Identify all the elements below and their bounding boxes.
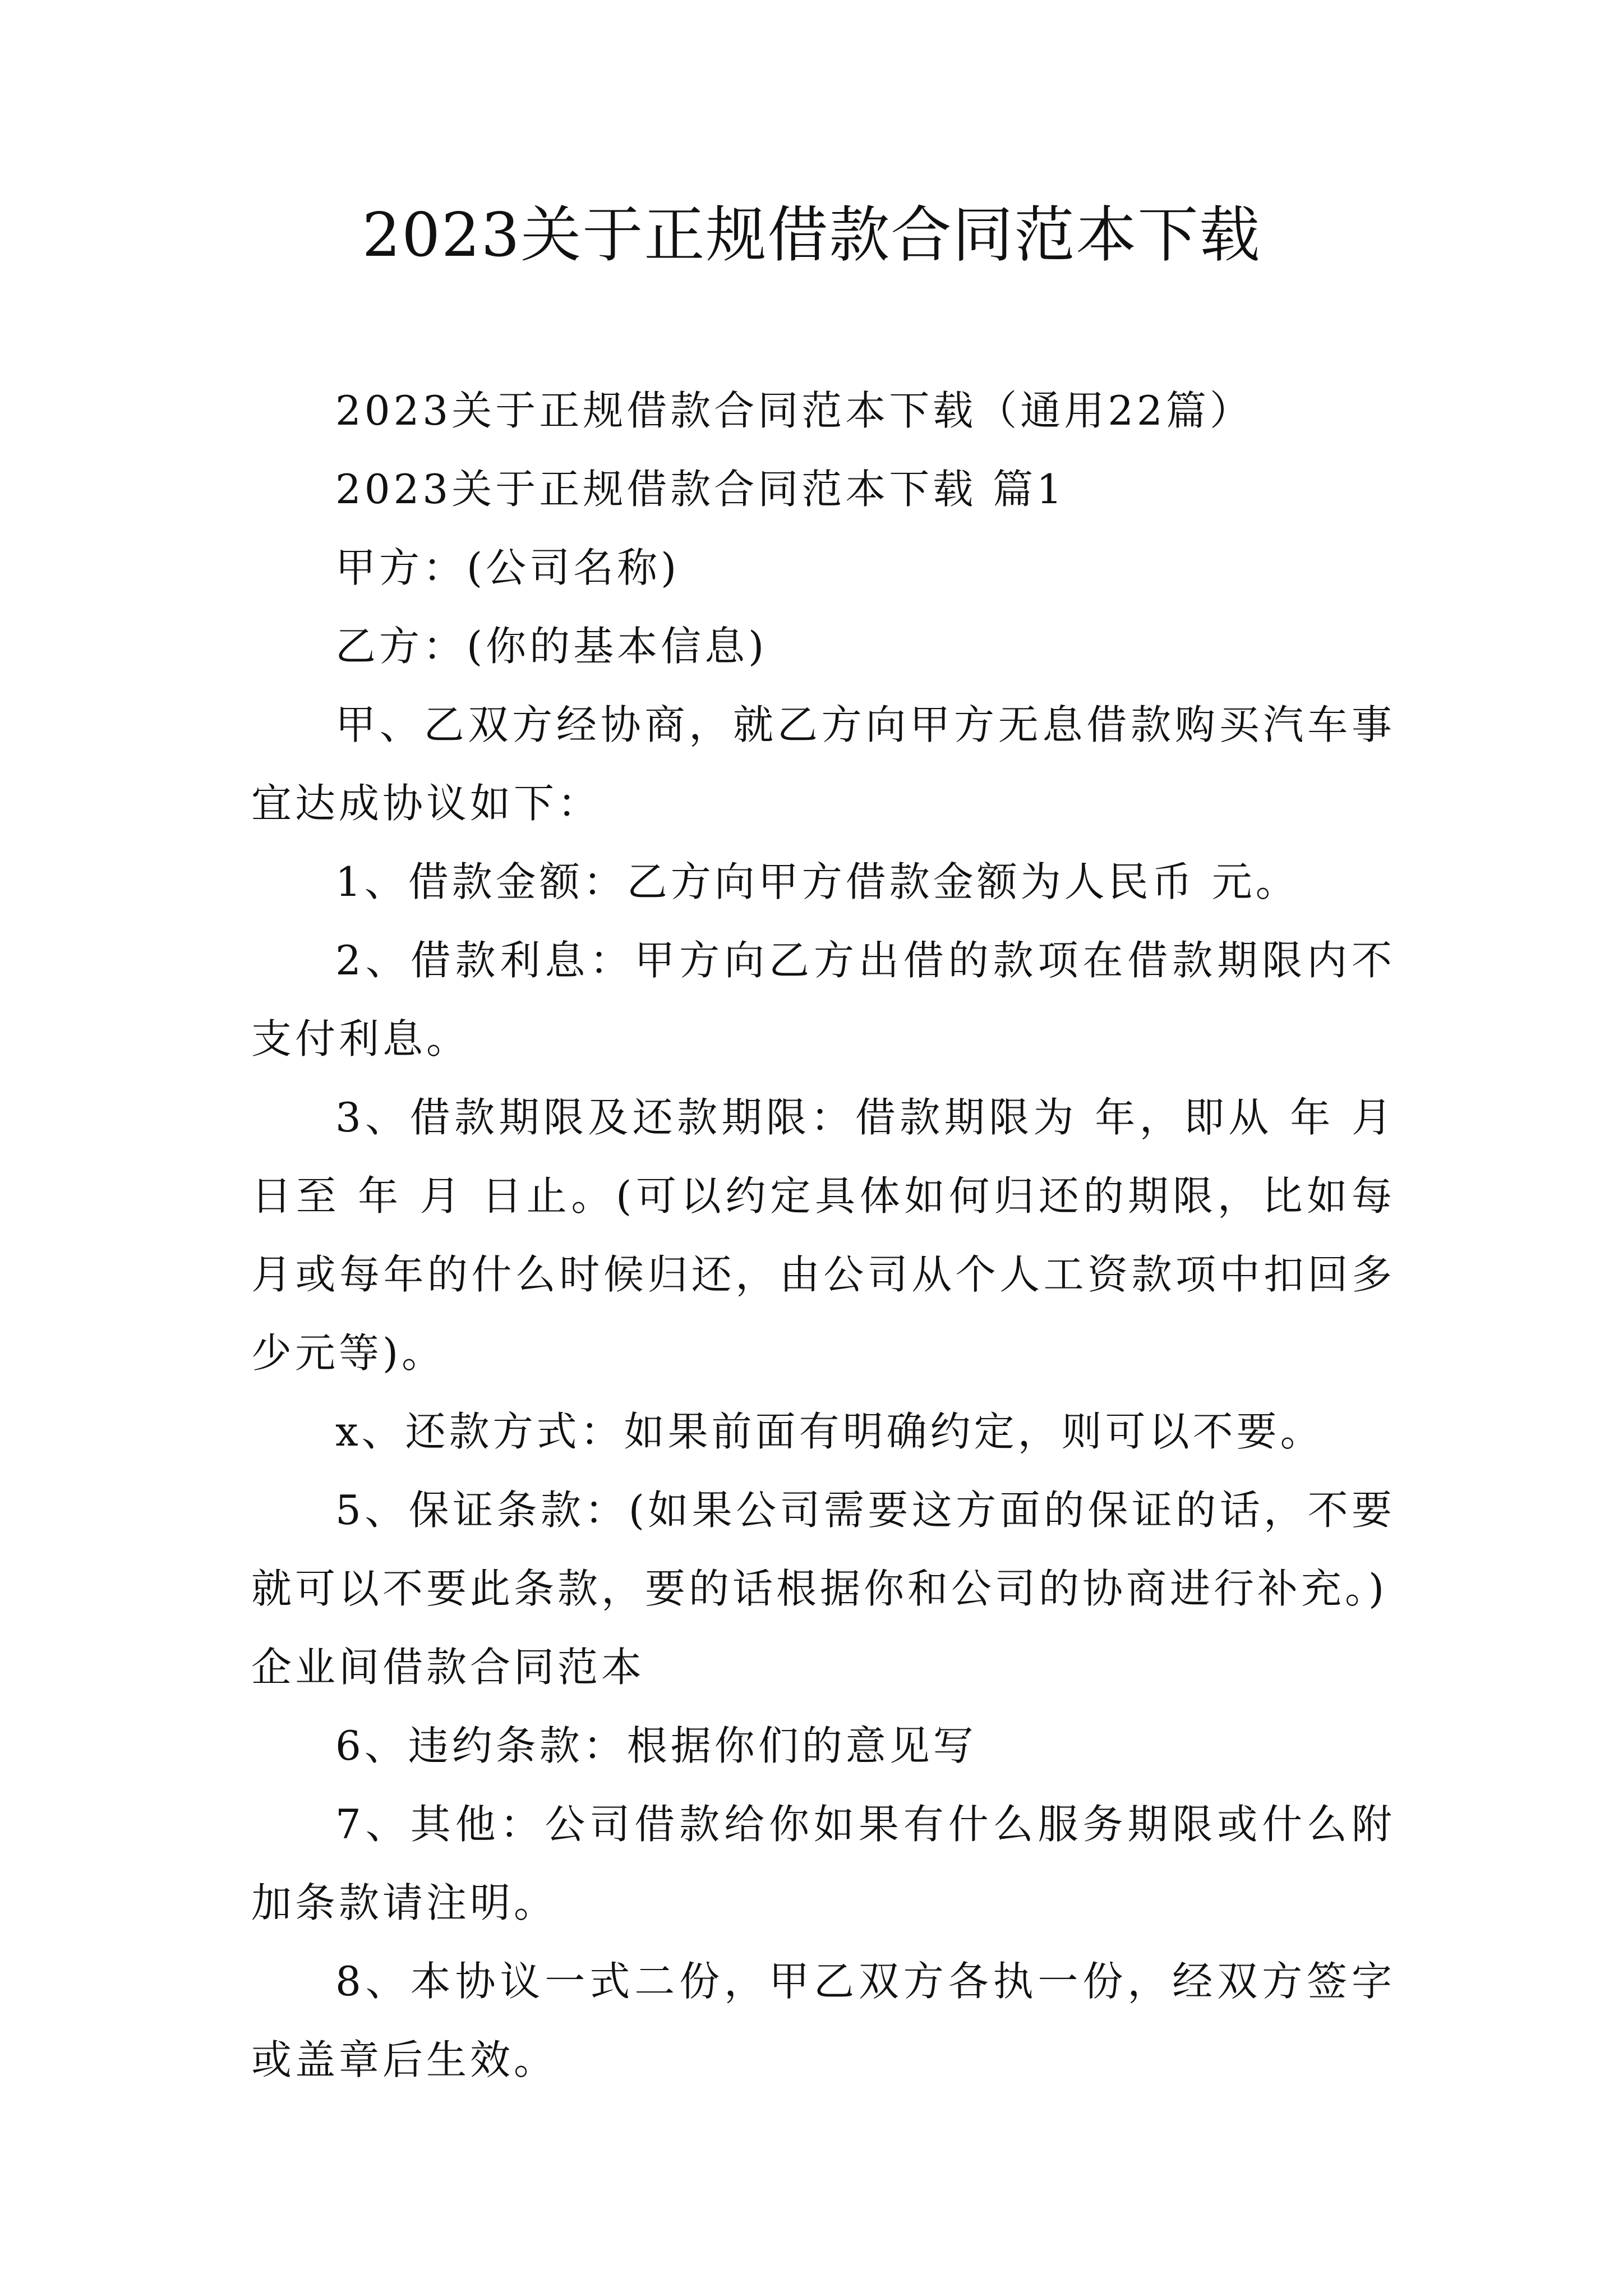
paragraph-clause-5: 5、保证条款：(如果公司需要这方面的保证的话，不要就可以不要此条款，要的话根据你和公司的协商进行补充。) (251, 1487, 1395, 1612)
paragraph-section-heading: 2023关于正规借款合同范本下载 篇1 (335, 466, 1066, 513)
paragraph-party-b: 乙方：(你的基本信息) (335, 623, 768, 670)
paragraph-intro: 甲、乙双方经协商，就乙方向甲方无息借款购买汽车事宜达成协议如下： (251, 701, 1395, 827)
paragraph-clause-3: 3、借款期限及还款期限：借款期限为 年，即从 年 月 日至 年 月 日止。(可以约定具体如何归还的期限，比如每月或每年的什么时候归还，由公司从个人工资款项中扣回多少元等)。 (251, 1094, 1395, 1377)
paragraph-clause-8: 8、本协议一式二份，甲乙双方各执一份，经双方签字或盖章后生效。 (251, 1958, 1395, 2083)
document-body (251, 371, 1395, 2099)
document-title: 2023关于正规借款合同范本下载 (362, 200, 1261, 270)
paragraph-note: 企业间借款合同范本 (251, 1644, 645, 1691)
paragraph-party-a: 甲方：(公司名称) (335, 544, 680, 591)
paragraph-clause-1: 1、借款金额：乙方向甲方借款金额为人民币 元。 (335, 858, 1299, 905)
paragraph-clause-2: 2、借款利息：甲方向乙方出借的款项在借款期限内不支付利息。 (251, 937, 1395, 1062)
paragraph-clause-6: 6、违约条款：根据你们的意见写 (335, 1722, 977, 1769)
paragraph-clause-x: x、还款方式：如果前面有明确约定，则可以不要。 (335, 1408, 1324, 1455)
paragraph-subtitle: 2023关于正规借款合同范本下载（通用22篇） (335, 387, 1253, 434)
paragraph-clause-7: 7、其他：公司借款给你如果有什么服务期限或什么附加条款请注明。 (251, 1801, 1395, 1926)
